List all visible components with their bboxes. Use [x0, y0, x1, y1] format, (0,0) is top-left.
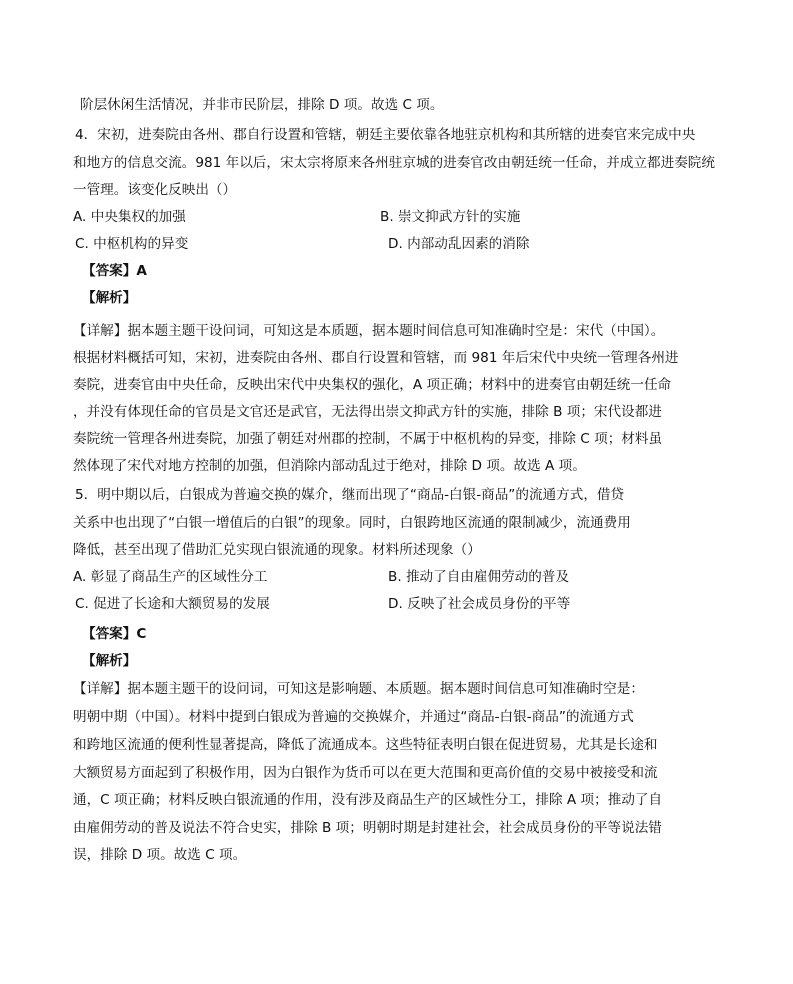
question-4-option-d: D. 内部动乱因素的消除	[388, 236, 530, 252]
question-5-detail-line: 由雇佣劳动的普及说法不符合史实，排除 B 项；明朝时期是封建社会，社会成员身份的平等说法错	[73, 820, 662, 836]
question-5-option-d: D. 反映了社会成员身份的平等	[388, 596, 571, 612]
question-5-stem: 降低，甚至出现了借助汇兑实现白银流通的现象。材料所述现象（）	[73, 542, 481, 558]
question-5-option-a: A. 彰显了商品生产的区域性分工	[73, 569, 268, 585]
question-4-option-c: C. 中枢机构的异变	[75, 236, 189, 252]
question-5-detail-line: 误，排除 D 项。故选 C 项。	[73, 847, 247, 863]
question-4-detail-line: ，并没有体现任命的官员是文官还是武官，无法得出崇文抑武方针的实施，排除 B 项；宋代设都进	[73, 404, 662, 420]
question-4-stem: 和地方的信息交流。981 年以后，宋太宗将原来各州驻京城的进奏官改由朝廷统一任命，并成立都进奏院统	[73, 155, 715, 171]
question-4-answer: 【答案】A	[82, 263, 147, 279]
question-4-stem: 一管理。该变化反映出（）	[73, 182, 237, 198]
question-5-stem: 关系中也出现了“白银一增值后的白银”的现象。同时，白银跨地区流通的限制减少，流通费用	[73, 515, 631, 531]
question-4-detail-line: 然体现了宋代对地方控制的加强，但消除内部动乱过于绝对，排除 D 项。故选 A 项。	[73, 458, 586, 474]
question-5-detail-line: 通，C 项正确；材料反映白银流通的作用，没有涉及商品生产的区域性分工，排除 A 项；推动了自	[73, 792, 663, 808]
question-5-detail-line: 【详解】据本题主题干的设问词，可知这是影响题、本质题。据本题时间信息可知准确时空是：	[73, 681, 644, 697]
paragraph-line: 阶层休闲生活情况，并非市民阶层，排除 D 项。故选 C 项。	[80, 97, 444, 113]
question-4-option-a: A. 中央集权的加强	[73, 209, 186, 225]
question-4-detail-line: 奏院统一管理各州进奏院，加强了朝廷对州郡的控制，不属于中枢机构的异变，排除 C 项；材料虽	[73, 431, 663, 447]
question-5-detail-line: 明朝中期（中国）。材料中提到白银成为普遍的交换媒介，并通过“商品-白银-商品”的流通方式	[73, 709, 634, 725]
question-5-detail-line: 大额贸易方面起到了积极作用，因为白银作为货币可以在更大范围和更高价值的交易中被接受和流	[73, 765, 658, 781]
question-5-option-b: B. 推动了自由雇佣劳动的普及	[388, 569, 570, 585]
question-5-detail-line: 和跨地区流通的便利性显著提高，降低了流通成本。这些特征表明白银在促进贸易，尤其是长途和	[73, 737, 658, 753]
question-5-answer: 【答案】C	[82, 626, 147, 642]
question-4-option-b: B. 崇文抑武方针的实施	[380, 209, 521, 225]
question-5-option-c: C. 促进了长途和大额贸易的发展	[75, 596, 270, 612]
question-4-detail-line: 奏院，进奏官由中央任命，反映出宋代中央集权的强化，A 项正确；材料中的进奏官由朝廷统一任命	[73, 377, 672, 393]
question-4-analysis-heading: 【解析】	[82, 290, 137, 306]
question-4-detail-line: 【详解】据本题主题干设问词，可知这是本质题，据本题时间信息可知准确时空是：宋代（中国）。	[73, 323, 665, 339]
question-5-stem: 5．明中期以后，白银成为普遍交换的媒介，继而出现了“商品-白银-商品”的流通方式，借贷	[75, 487, 625, 503]
question-5-analysis-heading: 【解析】	[82, 653, 137, 669]
question-4-detail-line: 根据材料概括可知，宋初，进奏院由各州、郡自行设置和管辖，而 981 年后宋代中央统一管理各州进	[73, 350, 679, 366]
question-4-stem: 4．宋初，进奏院由各州、郡自行设置和管辖，朝廷主要依靠各地驻京机构和其所辖的进奏官来完成中央	[75, 127, 696, 143]
